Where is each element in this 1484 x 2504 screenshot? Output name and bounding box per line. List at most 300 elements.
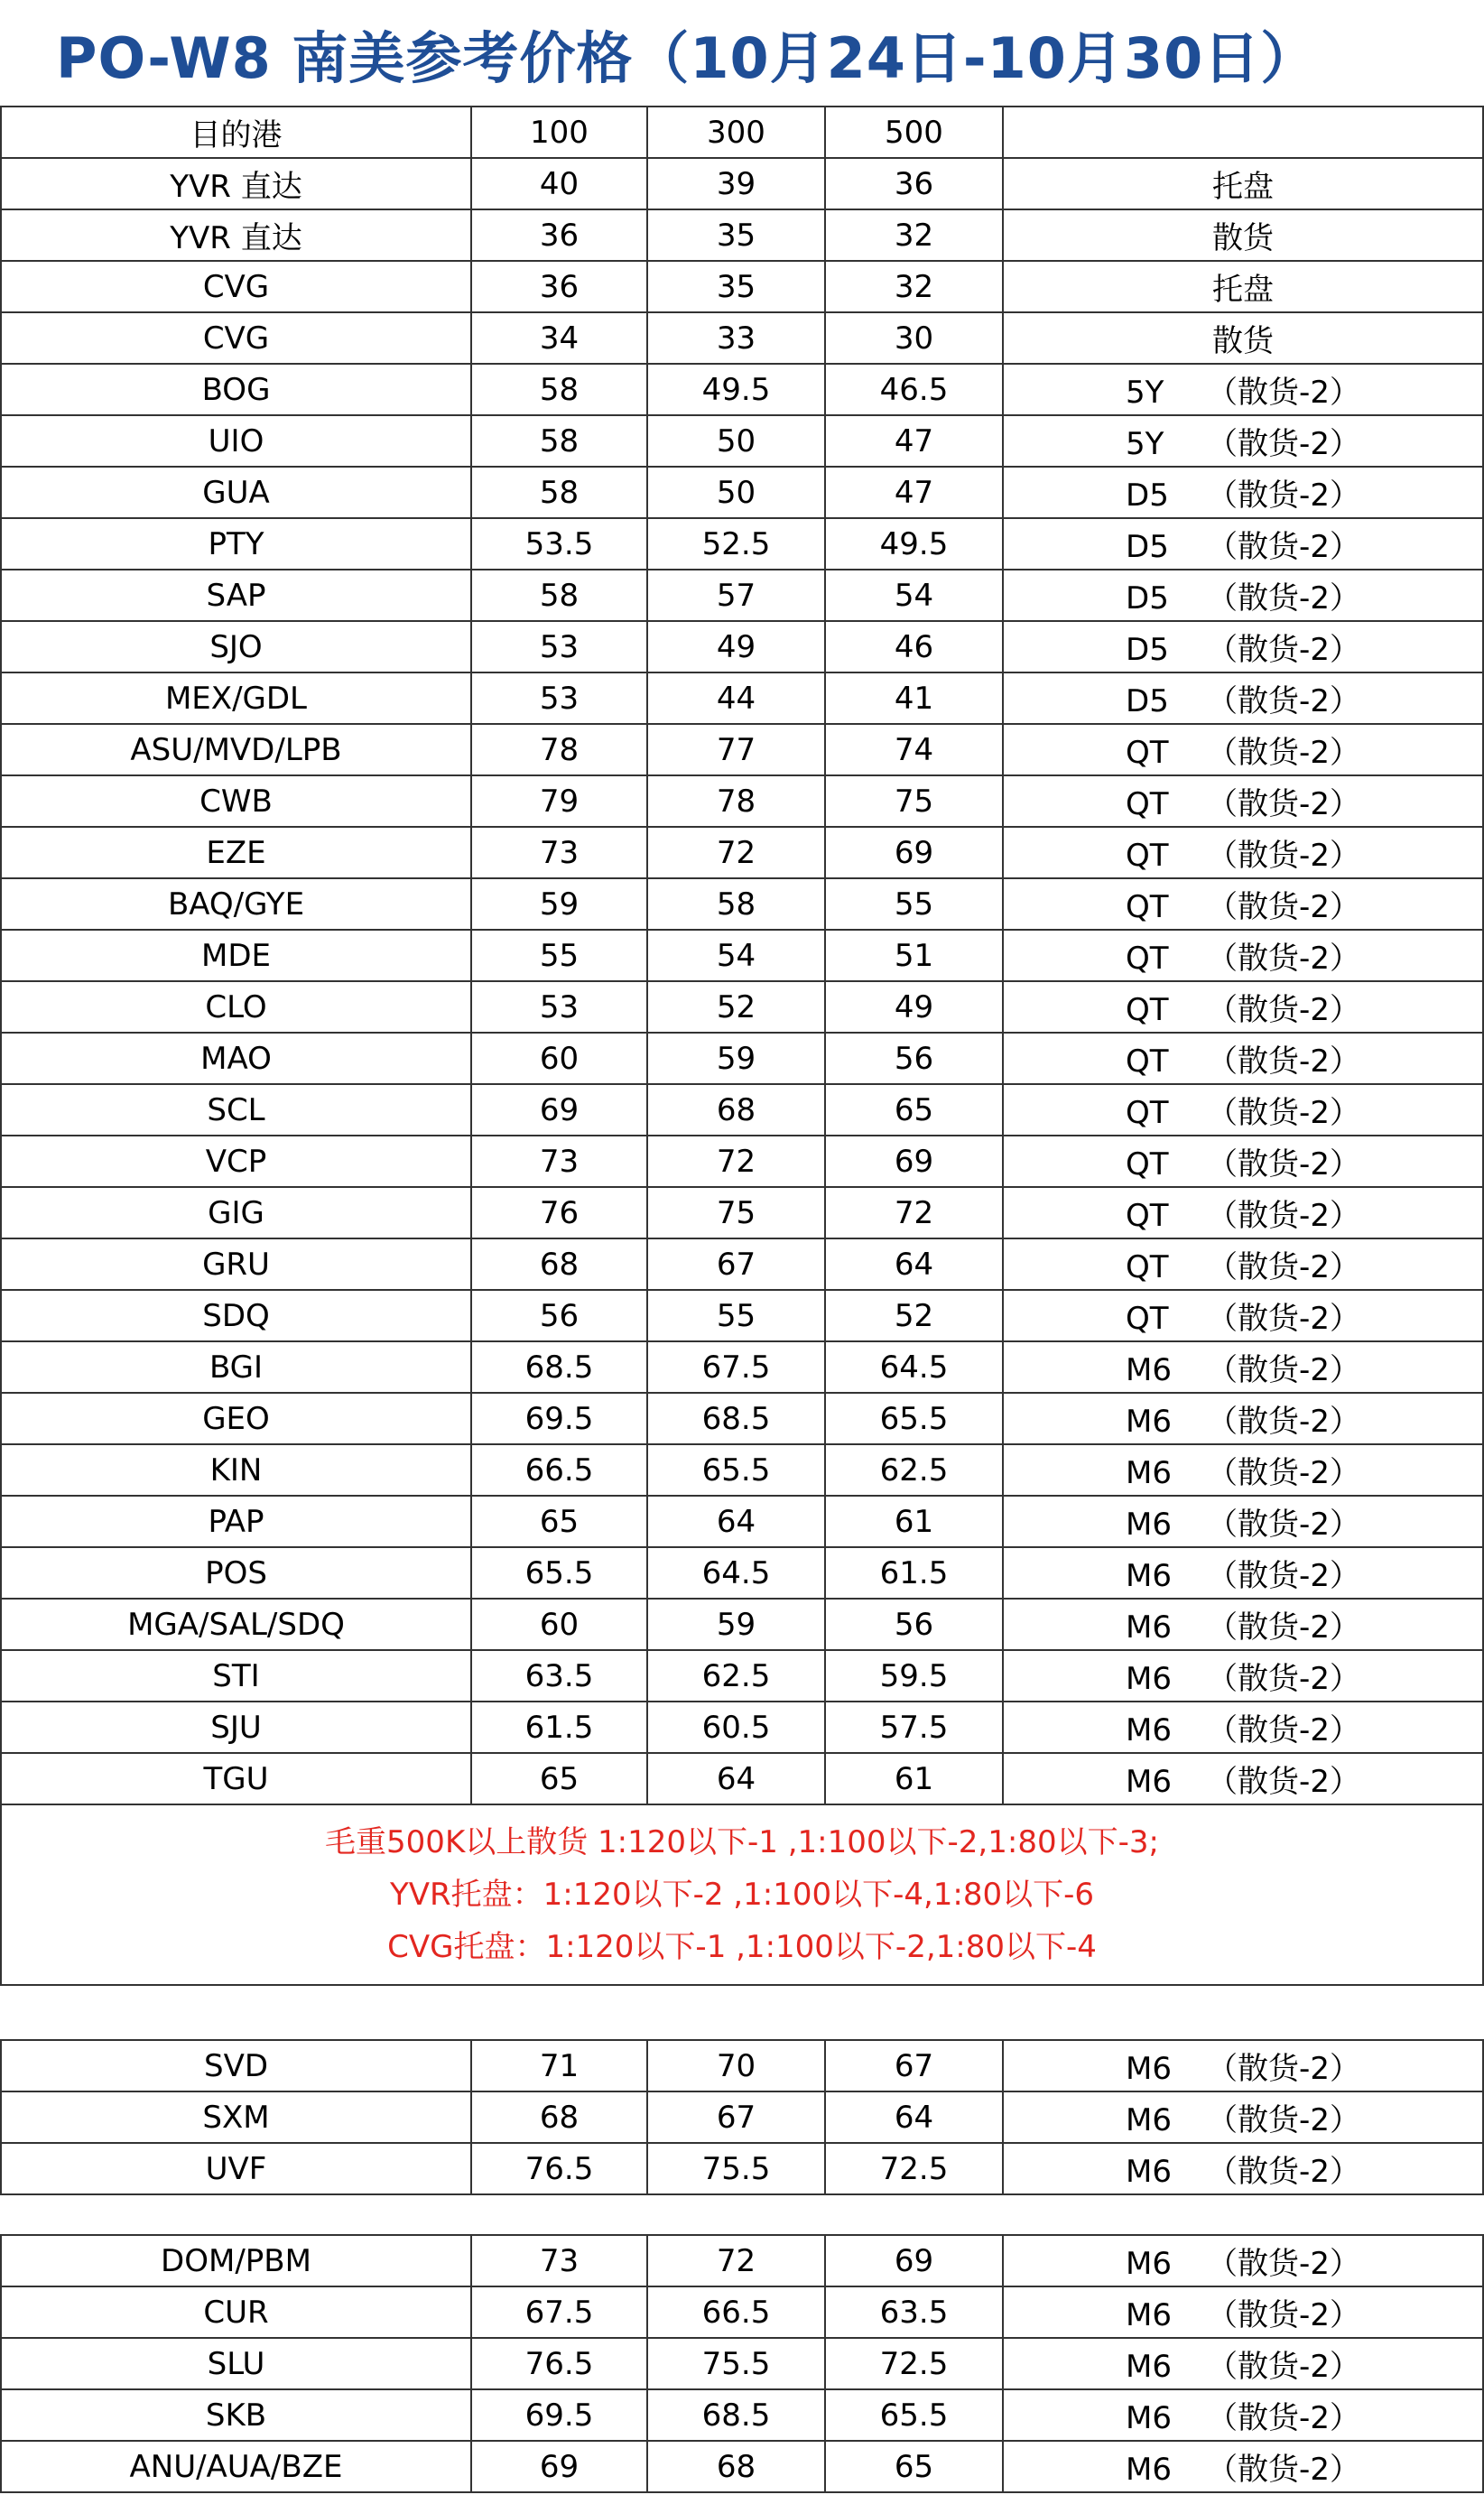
price-300-cell: 77 — [647, 724, 825, 775]
price-500-cell: 56 — [825, 1599, 1003, 1650]
table-row — [1, 1136, 1483, 1187]
remark-cell — [1003, 2235, 1483, 2286]
table-row — [1, 672, 1483, 724]
price-100-cell: 71 — [471, 2040, 647, 2091]
service-code: M6 — [1126, 1661, 1173, 1697]
service-code: M6 — [1126, 2246, 1173, 2282]
remark-cell — [1003, 1341, 1483, 1393]
service-code: QT — [1126, 992, 1169, 1028]
price-300-cell: 52.5 — [647, 518, 825, 570]
price-300-cell: 39 — [647, 158, 825, 209]
service-code: D5 — [1126, 478, 1169, 514]
service-code: M6 — [1126, 1609, 1173, 1646]
price-300-cell: 64 — [647, 1753, 825, 1804]
table-row — [1, 724, 1483, 775]
price-100-cell: 76 — [471, 1187, 647, 1238]
table-row — [1, 1547, 1483, 1599]
price-100-cell: 56 — [471, 1290, 647, 1341]
price-100-cell: 76.5 — [471, 2338, 647, 2389]
port-cell: EZE — [1, 827, 471, 878]
cargo-type: （散货-2） — [1207, 735, 1360, 771]
price-500-cell: 65 — [825, 1084, 1003, 1136]
cargo-type: （散货-2） — [1207, 941, 1360, 977]
price-100-cell: 73 — [471, 1136, 647, 1187]
price-100-cell: 53 — [471, 672, 647, 724]
price-100-cell: 67.5 — [471, 2286, 647, 2338]
port-cell: SLU — [1, 2338, 471, 2389]
price-500-cell: 64.5 — [825, 1341, 1003, 1393]
service-code: M6 — [1126, 2400, 1173, 2436]
cargo-type: （散货-2） — [1207, 786, 1360, 822]
header-remark — [1003, 107, 1483, 158]
remark-cell — [1003, 1290, 1483, 1341]
cargo-type: （散货-2） — [1207, 2297, 1360, 2333]
table-row — [1, 1084, 1483, 1136]
remark-cell — [1003, 209, 1483, 261]
table-row — [1, 981, 1483, 1033]
price-500-cell: 65.5 — [825, 1393, 1003, 1444]
price-500-cell: 32 — [825, 261, 1003, 312]
service-code: D5 — [1126, 683, 1169, 719]
port-cell: CUR — [1, 2286, 471, 2338]
price-500-cell: 30 — [825, 312, 1003, 364]
port-cell: PTY — [1, 518, 471, 570]
price-500-cell: 52 — [825, 1290, 1003, 1341]
table-row — [1, 930, 1483, 981]
port-cell: SJO — [1, 621, 471, 672]
price-300-cell: 72 — [647, 2235, 825, 2286]
remark-cell — [1003, 2143, 1483, 2194]
price-300-cell: 67.5 — [647, 1341, 825, 1393]
remark-cell — [1003, 827, 1483, 878]
cargo-type: （散货-2） — [1207, 1609, 1360, 1646]
service-code: M6 — [1126, 1455, 1173, 1491]
table-row — [1, 1599, 1483, 1650]
price-table-main — [0, 106, 1484, 1986]
cargo-type: （散货-2） — [1207, 1404, 1360, 1440]
price-100-cell: 58 — [471, 467, 647, 518]
price-500-cell: 75 — [825, 775, 1003, 827]
cargo-type: 散货 — [1212, 220, 1274, 256]
cargo-type: （散货-2） — [1207, 2400, 1360, 2436]
remark-cell — [1003, 672, 1483, 724]
price-100-cell: 58 — [471, 415, 647, 467]
table-row — [1, 1650, 1483, 1702]
service-code: D5 — [1126, 580, 1169, 617]
cargo-type: （散货-2） — [1207, 2246, 1360, 2282]
price-500-cell: 64 — [825, 2091, 1003, 2143]
price-300-cell: 54 — [647, 930, 825, 981]
port-cell: POS — [1, 1547, 471, 1599]
price-300-cell: 35 — [647, 261, 825, 312]
price-500-cell: 41 — [825, 672, 1003, 724]
price-300-cell: 72 — [647, 1136, 825, 1187]
price-500-cell: 72.5 — [825, 2338, 1003, 2389]
port-cell: SCL — [1, 1084, 471, 1136]
port-cell: YVR 直达 — [1, 158, 471, 209]
table-row — [1, 2143, 1483, 2194]
price-500-cell: 74 — [825, 724, 1003, 775]
service-code: QT — [1126, 1249, 1169, 1285]
cargo-type: （散货-2） — [1207, 529, 1360, 565]
service-code: QT — [1126, 1146, 1169, 1182]
port-cell: SKB — [1, 2389, 471, 2441]
price-100-cell: 59 — [471, 878, 647, 930]
header-port: 目的港 — [1, 107, 471, 158]
price-500-cell: 61 — [825, 1753, 1003, 1804]
price-300-cell: 35 — [647, 209, 825, 261]
price-100-cell: 65.5 — [471, 1547, 647, 1599]
price-300-cell: 50 — [647, 415, 825, 467]
service-code: QT — [1126, 889, 1169, 925]
price-300-cell: 60.5 — [647, 1702, 825, 1753]
price-100-cell: 78 — [471, 724, 647, 775]
price-500-cell: 51 — [825, 930, 1003, 981]
price-100-cell: 60 — [471, 1599, 647, 1650]
remark-cell — [1003, 1496, 1483, 1547]
service-code: QT — [1126, 1043, 1169, 1080]
price-500-cell: 63.5 — [825, 2286, 1003, 2338]
cargo-type: （散货-2） — [1207, 2452, 1360, 2488]
service-code: QT — [1126, 941, 1169, 977]
price-100-cell: 68 — [471, 2091, 647, 2143]
service-code: M6 — [1126, 2297, 1173, 2333]
price-300-cell: 68 — [647, 1084, 825, 1136]
port-cell: TGU — [1, 1753, 471, 1804]
service-code: 5Y — [1126, 426, 1164, 462]
notes-cell — [1, 1804, 1483, 1985]
remark-cell — [1003, 415, 1483, 467]
port-cell: SDQ — [1, 1290, 471, 1341]
table-row — [1, 158, 1483, 209]
service-code: QT — [1126, 1301, 1169, 1337]
table-row — [1, 2338, 1483, 2389]
port-cell: KIN — [1, 1444, 471, 1496]
notes-row — [1, 1804, 1483, 1985]
service-code: QT — [1126, 838, 1169, 874]
remark-cell — [1003, 2091, 1483, 2143]
cargo-type: （散货-2） — [1207, 1712, 1360, 1748]
cargo-type: （散货-2） — [1207, 632, 1360, 668]
table-row — [1, 209, 1483, 261]
service-code: QT — [1126, 735, 1169, 771]
price-300-cell: 72 — [647, 827, 825, 878]
remark-cell — [1003, 1238, 1483, 1290]
cargo-type: （散货-2） — [1207, 1558, 1360, 1594]
remark-cell — [1003, 724, 1483, 775]
price-300-cell: 65.5 — [647, 1444, 825, 1496]
price-table-second — [0, 2039, 1484, 2195]
price-300-cell: 49.5 — [647, 364, 825, 415]
port-cell: MEX/GDL — [1, 672, 471, 724]
port-cell: SXM — [1, 2091, 471, 2143]
cargo-type: （散货-2） — [1207, 1146, 1360, 1182]
table-row — [1, 1341, 1483, 1393]
table-row — [1, 775, 1483, 827]
price-500-cell: 47 — [825, 467, 1003, 518]
price-100-cell: 69.5 — [471, 1393, 647, 1444]
price-300-cell: 58 — [647, 878, 825, 930]
table-row — [1, 2091, 1483, 2143]
price-500-cell: 65.5 — [825, 2389, 1003, 2441]
service-code: QT — [1126, 786, 1169, 822]
price-500-cell: 69 — [825, 1136, 1003, 1187]
table-row — [1, 1444, 1483, 1496]
port-cell: SJU — [1, 1702, 471, 1753]
header-500: 500 — [825, 107, 1003, 158]
price-500-cell: 47 — [825, 415, 1003, 467]
price-100-cell: 73 — [471, 2235, 647, 2286]
cargo-type: （散货-2） — [1207, 838, 1360, 874]
remark-cell — [1003, 467, 1483, 518]
price-100-cell: 60 — [471, 1033, 647, 1084]
table-row — [1, 827, 1483, 878]
price-100-cell: 53 — [471, 981, 647, 1033]
cargo-type: （散货-2） — [1207, 2154, 1360, 2190]
cargo-type: （散货-2） — [1207, 1455, 1360, 1491]
price-100-cell: 65 — [471, 1496, 647, 1547]
price-100-cell: 58 — [471, 570, 647, 621]
table-row — [1, 1393, 1483, 1444]
cargo-type: （散货-2） — [1207, 2102, 1360, 2138]
port-cell: DOM/PBM — [1, 2235, 471, 2286]
port-cell: BOG — [1, 364, 471, 415]
header-300: 300 — [647, 107, 825, 158]
cargo-type: （散货-2） — [1207, 2349, 1360, 2385]
cargo-type: （散货-2） — [1207, 992, 1360, 1028]
service-code: D5 — [1126, 529, 1169, 565]
remark-cell — [1003, 1753, 1483, 1804]
port-cell: UIO — [1, 415, 471, 467]
table-header-row — [1, 107, 1483, 158]
remark-cell — [1003, 2338, 1483, 2389]
port-cell: GEO — [1, 1393, 471, 1444]
remark-cell — [1003, 1033, 1483, 1084]
price-300-cell: 68.5 — [647, 1393, 825, 1444]
port-cell: YVR 直达 — [1, 209, 471, 261]
note-line: YVR托盘：1:120以下-2 ,1:100以下-4,1:80以下-6 — [389, 1877, 1095, 1913]
price-100-cell: 55 — [471, 930, 647, 981]
price-300-cell: 67 — [647, 1238, 825, 1290]
table-row — [1, 2040, 1483, 2091]
note-line: CVG托盘：1:120以下-1 ,1:100以下-2,1:80以下-4 — [387, 1929, 1097, 1965]
price-500-cell: 49 — [825, 981, 1003, 1033]
price-100-cell: 34 — [471, 312, 647, 364]
remark-cell — [1003, 312, 1483, 364]
price-100-cell: 73 — [471, 827, 647, 878]
port-cell: GUA — [1, 467, 471, 518]
service-code: M6 — [1126, 2452, 1173, 2488]
remark-cell — [1003, 364, 1483, 415]
price-300-cell: 66.5 — [647, 2286, 825, 2338]
cargo-type: （散货-2） — [1207, 1249, 1360, 1285]
price-500-cell: 49.5 — [825, 518, 1003, 570]
remark-cell — [1003, 1650, 1483, 1702]
table-row — [1, 1290, 1483, 1341]
price-300-cell: 59 — [647, 1033, 825, 1084]
page-title: PO-W8 南美参考价格（10月24日-10月30日） — [56, 24, 1318, 91]
remark-cell — [1003, 518, 1483, 570]
service-code: M6 — [1126, 2051, 1173, 2087]
price-500-cell: 57.5 — [825, 1702, 1003, 1753]
price-500-cell: 62.5 — [825, 1444, 1003, 1496]
cargo-type: （散货-2） — [1207, 478, 1360, 514]
service-code: M6 — [1126, 1507, 1173, 1543]
price-100-cell: 36 — [471, 261, 647, 312]
note-line: 毛重500K以上散货 1:120以下-1 ,1:100以下-2,1:80以下-3; — [325, 1824, 1159, 1860]
price-100-cell: 53 — [471, 621, 647, 672]
cargo-type: （散货-2） — [1207, 580, 1360, 617]
price-300-cell: 59 — [647, 1599, 825, 1650]
table-row — [1, 878, 1483, 930]
table-row — [1, 1753, 1483, 1804]
remark-cell — [1003, 1599, 1483, 1650]
cargo-type: 散货 — [1212, 323, 1274, 359]
header-100: 100 — [471, 107, 647, 158]
table-row — [1, 1702, 1483, 1753]
cargo-type: （散货-2） — [1207, 1198, 1360, 1234]
port-cell: GRU — [1, 1238, 471, 1290]
price-500-cell: 55 — [825, 878, 1003, 930]
price-500-cell: 61.5 — [825, 1547, 1003, 1599]
port-cell: MDE — [1, 930, 471, 981]
table-row — [1, 261, 1483, 312]
price-300-cell: 68.5 — [647, 2389, 825, 2441]
price-300-cell: 75 — [647, 1187, 825, 1238]
price-300-cell: 57 — [647, 570, 825, 621]
table-row — [1, 2286, 1483, 2338]
remark-cell — [1003, 570, 1483, 621]
price-300-cell: 78 — [647, 775, 825, 827]
port-cell: BAQ/GYE — [1, 878, 471, 930]
port-cell: ASU/MVD/LPB — [1, 724, 471, 775]
cargo-type: （散货-2） — [1207, 375, 1360, 411]
service-code: M6 — [1126, 1352, 1173, 1388]
remark-cell — [1003, 878, 1483, 930]
price-500-cell: 59.5 — [825, 1650, 1003, 1702]
cargo-type: （散货-2） — [1207, 1661, 1360, 1697]
port-cell: MAO — [1, 1033, 471, 1084]
price-100-cell: 69.5 — [471, 2389, 647, 2441]
price-300-cell: 70 — [647, 2040, 825, 2091]
service-code: M6 — [1126, 2154, 1173, 2190]
price-500-cell: 72.5 — [825, 2143, 1003, 2194]
port-cell: CWB — [1, 775, 471, 827]
cargo-type: （散货-2） — [1207, 1507, 1360, 1543]
price-300-cell: 64 — [647, 1496, 825, 1547]
remark-cell — [1003, 775, 1483, 827]
remark-cell — [1003, 2040, 1483, 2091]
table-row — [1, 312, 1483, 364]
remark-cell — [1003, 621, 1483, 672]
table-row — [1, 570, 1483, 621]
price-300-cell: 55 — [647, 1290, 825, 1341]
port-cell: SAP — [1, 570, 471, 621]
price-500-cell: 72 — [825, 1187, 1003, 1238]
price-300-cell: 33 — [647, 312, 825, 364]
port-cell: ANU/AUA/BZE — [1, 2441, 471, 2492]
remark-cell — [1003, 930, 1483, 981]
service-code: M6 — [1126, 1558, 1173, 1594]
price-300-cell: 67 — [647, 2091, 825, 2143]
table-row — [1, 364, 1483, 415]
price-100-cell: 58 — [471, 364, 647, 415]
table-row — [1, 415, 1483, 467]
price-300-cell: 68 — [647, 2441, 825, 2492]
table-row — [1, 467, 1483, 518]
port-cell: MGA/SAL/SDQ — [1, 1599, 471, 1650]
price-100-cell: 65 — [471, 1753, 647, 1804]
price-300-cell: 52 — [647, 981, 825, 1033]
remark-cell — [1003, 261, 1483, 312]
port-cell: STI — [1, 1650, 471, 1702]
price-table-third — [0, 2234, 1484, 2493]
price-500-cell: 67 — [825, 2040, 1003, 2091]
port-cell: UVF — [1, 2143, 471, 2194]
price-500-cell: 36 — [825, 158, 1003, 209]
remark-cell — [1003, 1136, 1483, 1187]
table-row — [1, 621, 1483, 672]
price-100-cell: 68.5 — [471, 1341, 647, 1393]
price-300-cell: 44 — [647, 672, 825, 724]
port-cell: CLO — [1, 981, 471, 1033]
service-code: D5 — [1126, 632, 1169, 668]
table-row — [1, 2235, 1483, 2286]
cargo-type: （散货-2） — [1207, 1095, 1360, 1131]
cargo-type: （散货-2） — [1207, 889, 1360, 925]
port-cell: GIG — [1, 1187, 471, 1238]
remark-cell — [1003, 2441, 1483, 2492]
price-300-cell: 49 — [647, 621, 825, 672]
port-cell: CVG — [1, 312, 471, 364]
price-300-cell: 75.5 — [647, 2338, 825, 2389]
price-100-cell: 36 — [471, 209, 647, 261]
cargo-type: （散货-2） — [1207, 683, 1360, 719]
price-100-cell: 66.5 — [471, 1444, 647, 1496]
price-500-cell: 61 — [825, 1496, 1003, 1547]
remark-cell — [1003, 2389, 1483, 2441]
port-cell: BGI — [1, 1341, 471, 1393]
port-cell: CVG — [1, 261, 471, 312]
price-100-cell: 53.5 — [471, 518, 647, 570]
price-300-cell: 75.5 — [647, 2143, 825, 2194]
table-row — [1, 1496, 1483, 1547]
price-500-cell: 56 — [825, 1033, 1003, 1084]
service-code: M6 — [1126, 1404, 1173, 1440]
remark-cell — [1003, 1547, 1483, 1599]
service-code: M6 — [1126, 1712, 1173, 1748]
price-500-cell: 69 — [825, 827, 1003, 878]
price-100-cell: 68 — [471, 1238, 647, 1290]
price-500-cell: 69 — [825, 2235, 1003, 2286]
price-300-cell: 64.5 — [647, 1547, 825, 1599]
remark-cell — [1003, 1084, 1483, 1136]
remark-cell — [1003, 1393, 1483, 1444]
remark-cell — [1003, 2286, 1483, 2338]
remark-cell — [1003, 158, 1483, 209]
cargo-type: （散货-2） — [1207, 1043, 1360, 1080]
price-500-cell: 46 — [825, 621, 1003, 672]
price-100-cell: 79 — [471, 775, 647, 827]
price-500-cell: 65 — [825, 2441, 1003, 2492]
service-code: QT — [1126, 1095, 1169, 1131]
cargo-type: （散货-2） — [1207, 1352, 1360, 1388]
price-100-cell: 69 — [471, 2441, 647, 2492]
service-code: M6 — [1126, 2349, 1173, 2385]
service-code: QT — [1126, 1198, 1169, 1234]
port-cell: SVD — [1, 2040, 471, 2091]
cargo-type: （散货-2） — [1207, 2051, 1360, 2087]
